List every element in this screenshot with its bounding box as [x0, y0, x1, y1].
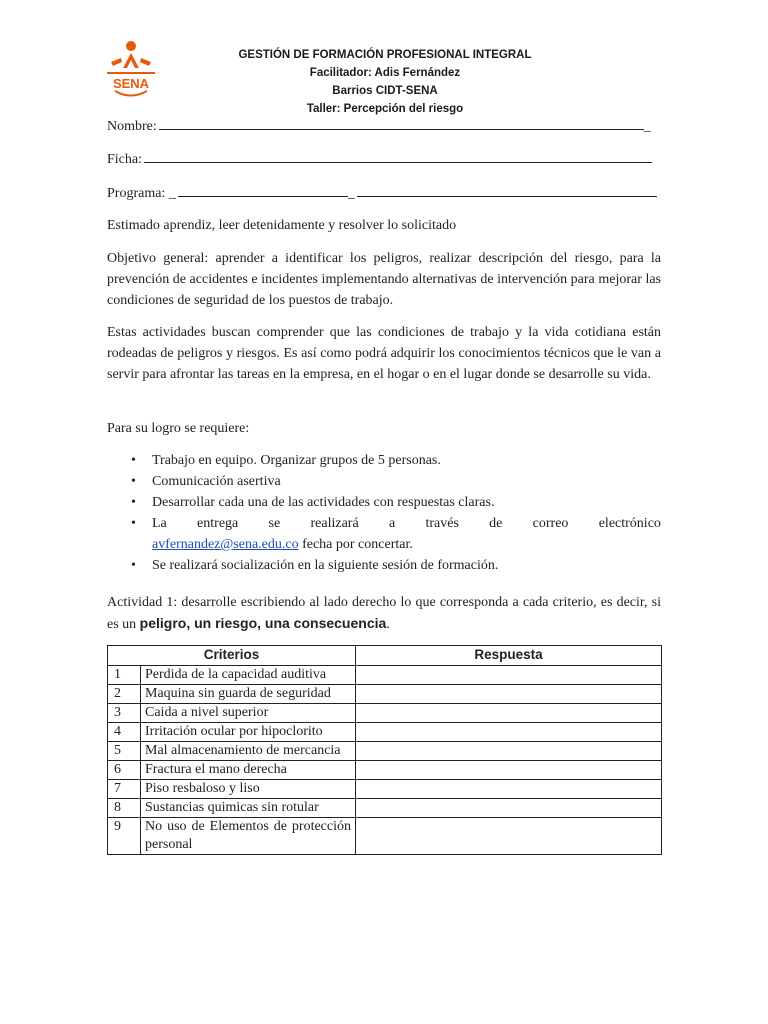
row-number: 5 — [108, 742, 141, 761]
row-criterion: Maquina sin guarda de seguridad — [141, 685, 356, 704]
table-row — [108, 761, 662, 780]
requirement-item-delivery — [107, 513, 661, 555]
row-criterion: Piso resbaloso y liso — [141, 780, 356, 799]
row-number: 9 — [108, 818, 141, 855]
row-number: 7 — [108, 780, 141, 799]
row-criterion: Irritación ocular por hipoclorito — [141, 723, 356, 742]
delivery-word: de — [489, 516, 503, 531]
activity1-bold: peligro, un riesgo, una consecuencia — [139, 615, 387, 631]
row-response-cell[interactable] — [356, 742, 662, 761]
row-number: 3 — [108, 704, 141, 723]
requirement-item: • Trabajo en equipo. Organizar grupos de 5 personas. — [107, 450, 661, 471]
field-ficha — [107, 148, 652, 169]
row-criterion: Sustancias quimicas sin rotular — [141, 799, 356, 818]
intro-text: Estimado aprendiz, leer detenidamente y resolver lo solicitado — [107, 218, 457, 233]
row-criterion: Perdida de la capacidad auditiva — [141, 666, 356, 685]
row-criterion: Caida a nivel superior — [141, 704, 356, 723]
header-institution: GESTIÓN DE FORMACIÓN PROFESIONAL INTEGRAL — [238, 49, 532, 61]
header-center: Barrios CIDT-SENA — [332, 85, 438, 97]
row-response-cell[interactable] — [356, 666, 662, 685]
field-programa — [107, 182, 657, 203]
row-criterion: Fractura el mano derecha — [141, 761, 356, 780]
delivery-word: través — [425, 516, 459, 531]
requirement-item: • Se realizará socialización en la siguiente sesión de formación. — [107, 555, 661, 576]
row-response-cell[interactable] — [356, 761, 662, 780]
field-programa-blank-1[interactable] — [178, 182, 348, 197]
delivery-word: a — [388, 516, 396, 531]
field-programa-label: Programa: _ — [107, 186, 176, 201]
row-response-cell[interactable] — [356, 723, 662, 742]
header-respuesta: Respuesta — [356, 646, 662, 666]
table-row — [108, 818, 662, 855]
delivery-word: electrónico — [598, 516, 661, 531]
row-number: 4 — [108, 723, 141, 742]
activity1-paragraph — [107, 592, 661, 635]
criteria-body — [108, 666, 662, 855]
table-row — [108, 666, 662, 685]
row-criterion: No uso de Elementos de protección personal — [141, 818, 356, 855]
table-row — [108, 723, 662, 742]
table-row — [108, 704, 662, 723]
field-nombre-blank[interactable] — [159, 115, 644, 130]
field-programa-blank-2[interactable] — [357, 182, 657, 197]
requirement-item: • Comunicación asertiva — [107, 471, 661, 492]
activity1-text: Actividad 1: desarrolle escribiendo al lado derecho lo que corresponda a cada criterio, es decir, si es un — [107, 595, 661, 632]
row-response-cell[interactable] — [356, 704, 662, 723]
delivery-tail: fecha por concertar. — [298, 537, 413, 552]
field-ficha-label: Ficha: — [107, 152, 142, 167]
delivery-word: se — [268, 516, 281, 531]
delivery-word: • La — [152, 516, 167, 531]
requirement-item: • Desarrollar cada una de las actividades con respuestas claras. — [107, 492, 661, 513]
field-nombre — [107, 115, 651, 136]
objective-paragraph: Objetivo general: aprender a identificar los peligros, realizar descripción del riesgo, para la prevención de accidentes e incidentes implementando alternativas de intervención para mejorar las condiciones de seguridad de los puestos de trabajo. — [107, 251, 661, 308]
header-criterios: Criterios — [108, 646, 356, 666]
row-response-cell[interactable] — [356, 818, 662, 855]
requirements-list — [107, 450, 661, 576]
document-header — [170, 46, 600, 118]
table-row — [108, 742, 662, 761]
header-facilitator: Facilitador: Adis Fernández — [309, 67, 461, 79]
row-response-cell[interactable] — [356, 799, 662, 818]
delivery-word: entrega — [197, 516, 239, 531]
criteria-table — [107, 645, 662, 855]
table-row — [108, 685, 662, 704]
table-row — [108, 780, 662, 799]
row-criterion: Mal almacenamiento de mercancia — [141, 742, 356, 761]
row-number: 2 — [108, 685, 141, 704]
row-number: 8 — [108, 799, 141, 818]
delivery-word: correo — [532, 516, 569, 531]
logo-wordmark: SENA — [112, 76, 150, 91]
delivery-word: realizará — [310, 516, 359, 531]
activities-paragraph: Estas actividades buscan comprender que las condiciones de trabajo y la vida cotidiana están rodeadas de peligros y riesgos. Es así como podrá adquirir los conocimientos técnicos que le van a servir para afrontar las tareas en la empresa, en el hogar o en el lugar donde se desarrolle su vida. — [107, 325, 661, 382]
activity1-end: . — [386, 617, 390, 632]
row-number: 6 — [108, 761, 141, 780]
header-workshop: Taller: Percepción del riesgo — [306, 103, 464, 115]
field-nombre-label: Nombre: — [107, 119, 157, 134]
row-number: 1 — [108, 666, 141, 685]
email-link[interactable]: avfernandez@sena.edu.co — [152, 537, 299, 552]
field-programa-mid: _ — [347, 186, 355, 201]
field-nombre-tail: _ — [643, 119, 651, 134]
table-row — [108, 799, 662, 818]
field-ficha-blank[interactable] — [144, 148, 652, 163]
row-response-cell[interactable] — [356, 780, 662, 799]
requirements-intro: Para su logro se requiere: — [107, 421, 250, 436]
sena-logo — [101, 38, 161, 98]
delivery-line — [152, 513, 661, 534]
table-header-row — [108, 646, 662, 666]
row-response-cell[interactable] — [356, 685, 662, 704]
